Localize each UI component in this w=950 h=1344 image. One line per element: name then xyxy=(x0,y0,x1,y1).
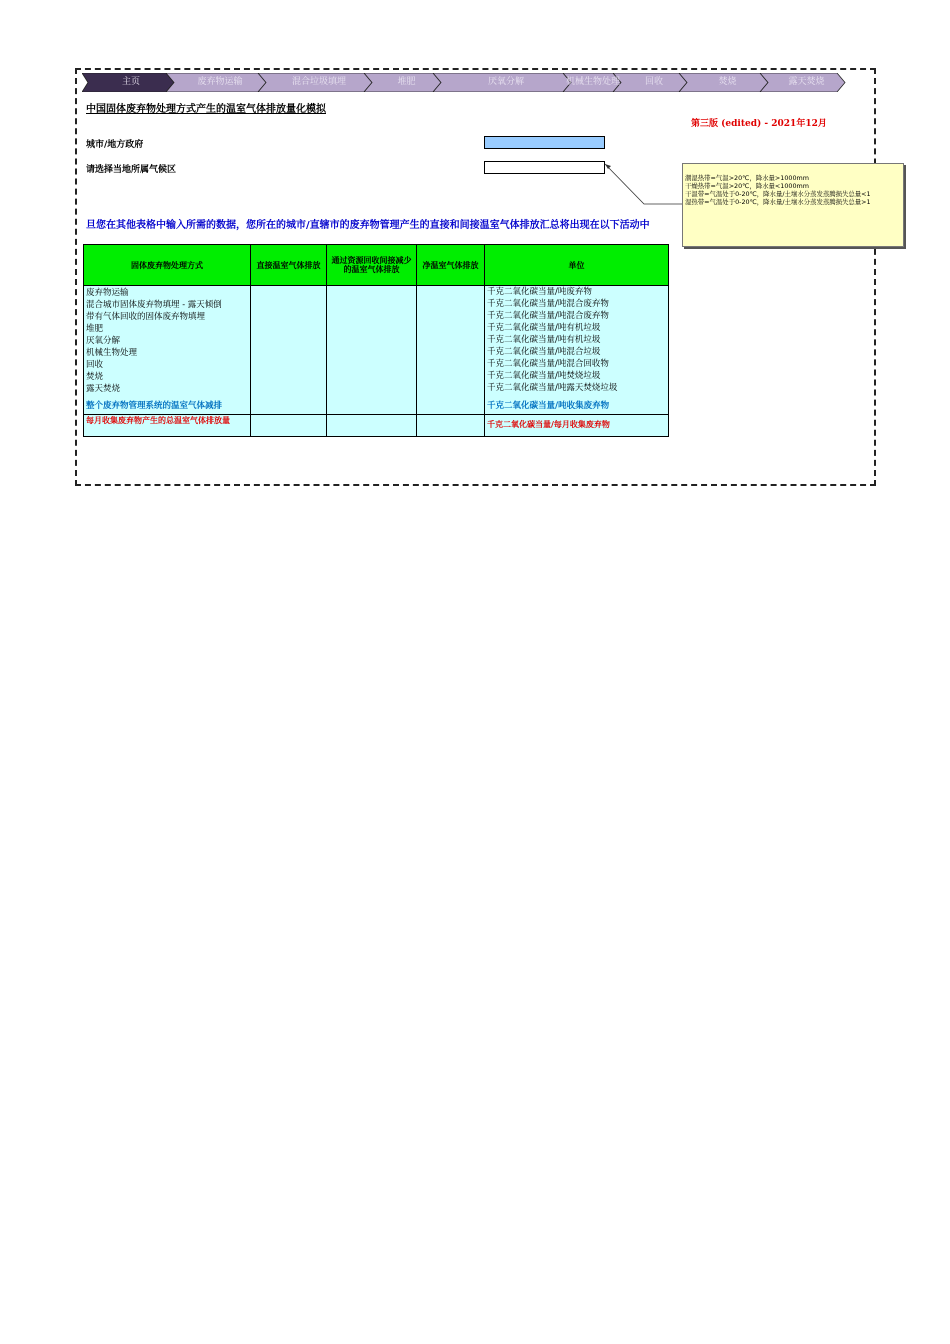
nav-tab-mbt[interactable]: 机械生物处理 xyxy=(565,77,620,87)
note-line: 干燥热带=气温>20℃，降水量<1000mm xyxy=(685,182,809,190)
city-input[interactable] xyxy=(484,136,605,149)
total-unit: 千克二氧化碳当量/每月收集废弃物 xyxy=(485,415,669,437)
total-label: 每月收集废弃物产生的总温室气体排放量 xyxy=(84,415,251,437)
nav-tab-incineration[interactable]: 焚烧 xyxy=(718,77,737,87)
note-line: 潮湿热带=气温>20℃，降水量>1000mm xyxy=(685,174,809,182)
method-transport: 废弃物运输 xyxy=(86,288,129,298)
unit-recycling: 千克二氧化碳当量/吨混合回收物 xyxy=(487,359,609,369)
note-line: 干温带=气温处于0-20℃，降水量/土壤水分蒸发蒸腾损失总量<1 xyxy=(685,190,871,198)
total-direct-cell[interactable] xyxy=(251,415,327,437)
method-compost: 堆肥 xyxy=(86,324,104,334)
unit-compost: 千克二氧化碳当量/吨有机垃圾 xyxy=(487,323,601,333)
nav-tab-transport[interactable]: 废弃物运输 xyxy=(197,77,243,87)
header-method: 固体废弃物处理方式 xyxy=(84,245,251,286)
unit-list-cell xyxy=(485,286,669,415)
climate-zone-label: 请选择当地所属气候区 xyxy=(86,165,177,175)
unit-mbt: 千克二氧化碳当量/吨混合垃圾 xyxy=(487,347,601,357)
unit-anaerobic: 千克二氧化碳当量/吨有机垃圾 xyxy=(487,335,601,345)
method-incineration: 焚烧 xyxy=(86,372,104,382)
method-anaerobic: 厌氧分解 xyxy=(86,336,121,346)
subtotal-unit: 千克二氧化碳当量/吨收集废弃物 xyxy=(487,401,610,411)
method-list-cell xyxy=(84,286,251,415)
instruction-text: 旦您在其他表格中输入所需的数据，您所在的城市/直辖市的废弃物管理产生的直接和间接温室气体排放汇总将出现在以下活动中 xyxy=(86,220,650,231)
page-title: 中国固体废弃物处理方式产生的温室气体排放量化模拟 xyxy=(86,104,326,115)
subtotal-label: 整个废弃物管理系统的温室气体减排 xyxy=(86,401,223,411)
unit-landfill-gas-recovery: 千克二氧化碳当量/吨混合废弃物 xyxy=(487,311,609,321)
unit-open-burning: 千克二氧化碳当量/吨露天焚烧垃圾 xyxy=(487,383,618,393)
nav-bar xyxy=(82,73,847,92)
table-row-total xyxy=(84,415,669,437)
indirect-reduction-cell[interactable] xyxy=(327,286,417,415)
table-row xyxy=(84,286,669,415)
unit-open-dump: 千克二氧化碳当量/吨混合废弃物 xyxy=(487,299,609,309)
nav-tab-compost[interactable]: 堆肥 xyxy=(397,77,416,87)
header-indirect-reduction: 通过资源回收间接减少的温室气体排放 xyxy=(327,245,417,286)
nav-tab-home[interactable]: 主页 xyxy=(121,77,140,87)
method-open-burning: 露天焚烧 xyxy=(86,384,121,394)
method-landfill-gas-recovery: 带有气体回收的固体废弃物填埋 xyxy=(86,312,206,322)
nav-tab-recycling[interactable]: 回收 xyxy=(644,77,663,87)
header-unit: 单位 xyxy=(485,245,669,286)
unit-transport: 千克二氧化碳当量/吨废弃物 xyxy=(487,287,592,297)
note-line: 湿热带=气温处于0-20℃，降水量/土壤水分蒸发蒸腾损失总量>1 xyxy=(685,198,871,206)
climate-comment-note xyxy=(682,163,904,247)
net-emissions-cell[interactable] xyxy=(417,286,485,415)
table-header-row xyxy=(84,245,669,286)
emissions-summary-table xyxy=(83,244,669,437)
nav-tab-anaerobic[interactable]: 厌氧分解 xyxy=(487,77,524,87)
nav-tab-landfill[interactable]: 混合垃圾填埋 xyxy=(291,77,346,87)
total-net-cell[interactable] xyxy=(417,415,485,437)
city-label: 城市/地方政府 xyxy=(86,140,144,150)
header-net-emissions: 净温室气体排放 xyxy=(417,245,485,286)
method-open-dump: 混合城市固体废弃物填埋 - 露天倾倒 xyxy=(86,300,222,310)
version-label: 第三版 (edited) - 2021年12月 xyxy=(691,119,827,129)
nav-tab-open-burning[interactable]: 露天焚烧 xyxy=(788,77,825,87)
unit-incineration: 千克二氧化碳当量/吨焚烧垃圾 xyxy=(487,371,601,381)
header-direct-emissions: 直接温室气体排放 xyxy=(251,245,327,286)
method-recycling: 回收 xyxy=(86,360,104,370)
climate-zone-select[interactable] xyxy=(484,161,605,174)
method-mbt: 机械生物处理 xyxy=(86,348,138,358)
total-indirect-cell[interactable] xyxy=(327,415,417,437)
direct-emissions-cell[interactable] xyxy=(251,286,327,415)
